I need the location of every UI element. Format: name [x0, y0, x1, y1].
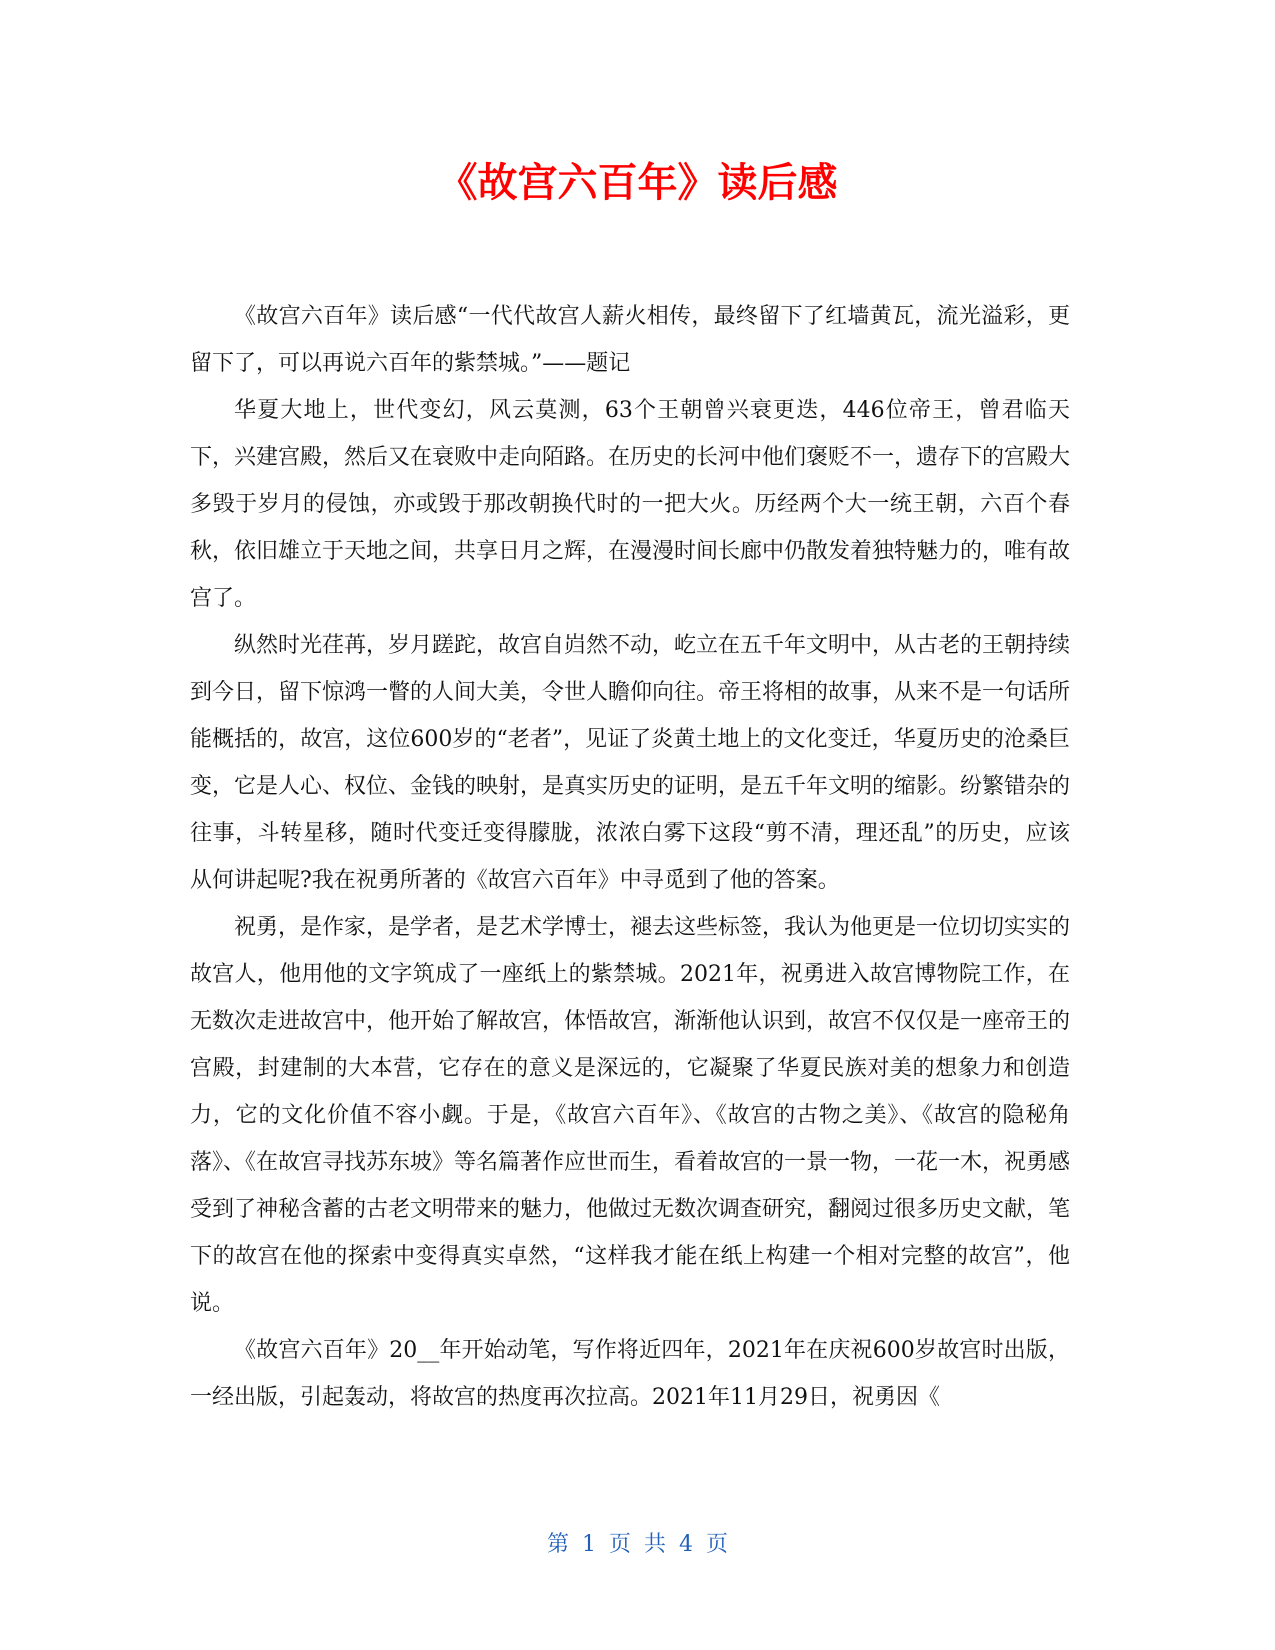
paragraph-5: 《故宫六百年》20__年开始动笔，写作将近四年，2021年在庆祝600岁故宫时出版，一经出版，引起轰动，将故宫的热度再次拉高。2021年11月29日，祝勇因《 [190, 1338, 1070, 1410]
page-footer: 第 1 页 共 4 页 [547, 1532, 728, 1557]
paragraph-1: 《故宫六百年》读后感“一代代故宫人薪火相传，最终留下了红墙黄瓦，流光溢彩，更留下了，可以再说六百年的紫禁城。”——题记 [190, 304, 1070, 376]
paragraph-3: 纵然时光荏苒，岁月蹉跎，故宫自岿然不动，屹立在五千年文明中，从古老的王朝持续到今日，留下惊鸿一瞥的人间大美，令世人瞻仰向往。帝王将相的故事，从来不是一句话所能概括的，故宫，这位600岁的“老者”，见证了炎黄土地上的文化变迁，华夏历史的沧桑巨变，它是人心、权位、金钱的映射，是真实历史的证明，是五千年文明的缩影。纷繁错杂的往事，斗转星移，随时代变迁变得朦胧，浓浓白雾下这段“剪不清，理还乱”的历史，应该从何讲起呢?我在祝勇所著的《故宫六百年》中寻觅到了他的答案。 [190, 633, 1071, 893]
paragraph-4: 祝勇，是作家，是学者，是艺术学博士，褪去这些标签，我认为他更是一位切切实实的故宫人，他用他的文字筑成了一座纸上的紫禁城。2021年，祝勇进入故宫博物院工作，在无数次走进故宫中，他开始了解故宫，体悟故宫，渐渐他认识到，故宫不仅仅是一座帝王的宫殿，封建制的大本营，它存在的意义是深远的，它凝聚了华夏民族对美的想象力和创造力，它的文化价值不容小觑。于是，《故宫六百年》、《故宫的古物之美》、《故宫的隐秘角落》、《在故宫寻找苏东坡》等名篇著作应世而生，看着故宫的一景一物，一花一木，祝勇感受到了神秘含蓄的古老文明带来的魅力，他做过无数次调查研究，翻阅过很多历史文献，笔下的故宫在他的探索中变得真实卓然，“这样我才能在纸上构建一个相对完整的故宫”，他说。 [190, 915, 1071, 1316]
paragraph-2: 华夏大地上，世代变幻，风云莫测，63个王朝曾兴衰更迭，446位帝王，曾君临天下，兴建宫殿，然后又在衰败中走向陌路。在历史的长河中他们褒贬不一，遗存下的宫殿大多毁于岁月的侵蚀，亦或毁于那改朝换代时的一把大火。历经两个大一统王朝，六百个春秋，依旧雄立于天地之间，共享日月之辉，在漫漫时间长廊中仍散发着独特魅力的，唯有故宫了。 [190, 398, 1071, 611]
document-body [190, 293, 1070, 1421]
document-title: 《故宫六百年》读后感 [437, 160, 838, 206]
